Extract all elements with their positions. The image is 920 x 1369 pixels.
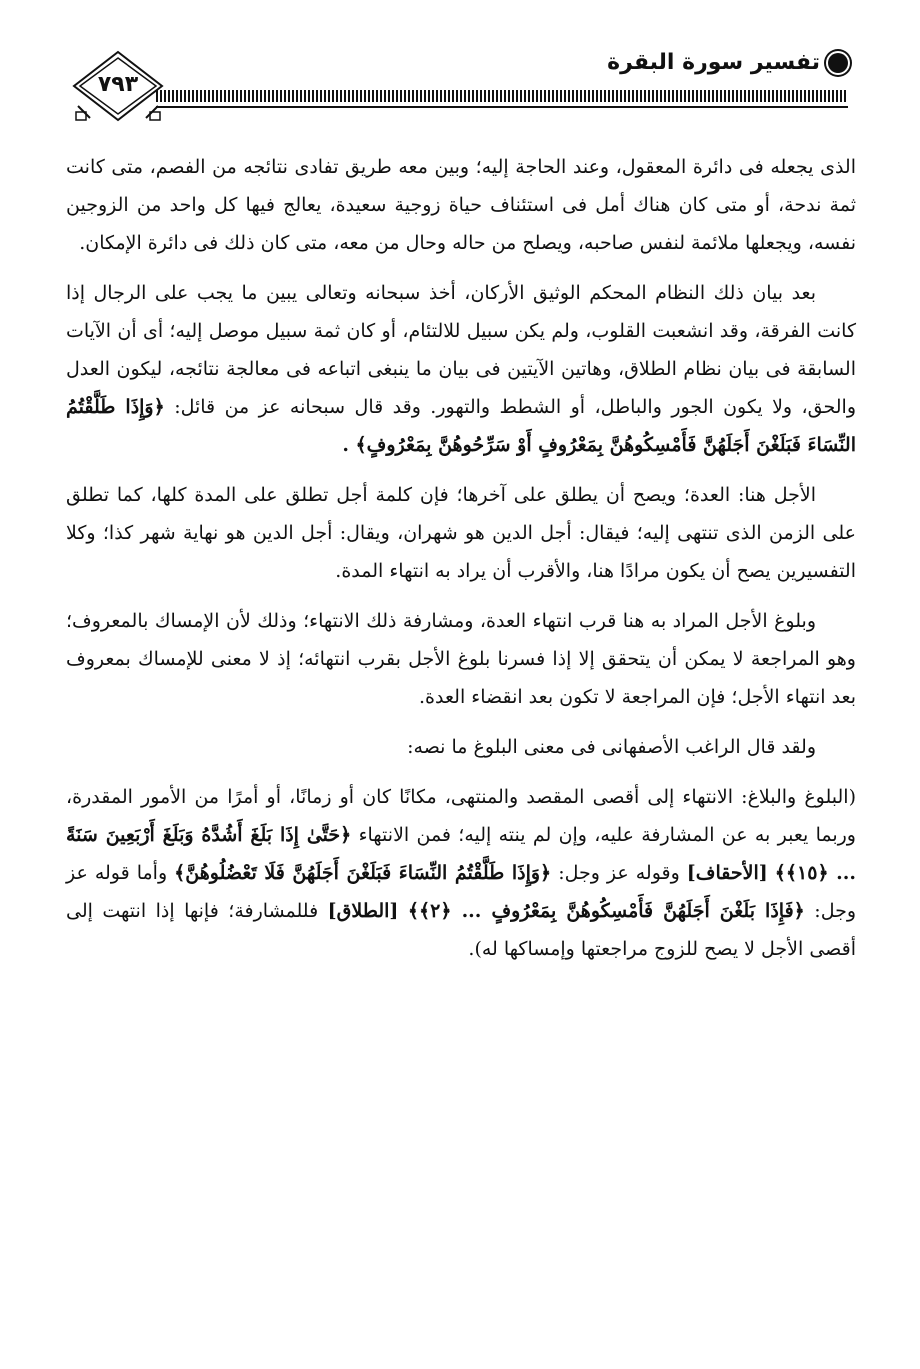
paragraph-1 xyxy=(66,148,856,262)
paragraph-text: وأما قوله عز وجل: xyxy=(66,862,857,922)
paragraph-text: وبلوغ الأجل المراد به هنا قرب انتهاء العدة، ومشارفة ذلك الانتهاء؛ وذلك لأن الإمساك بالمعروف؛ وهو المراجعة لا يمكن أن يتحقق إلا إذا فسرنا بلوغ الأجل بقرب انتهائه؛ إذ لا معنى للإمساك بمعروف بعد انتهاء الأجل؛ فإن المراجعة لا تكون بعد انقضاء العدة. xyxy=(66,610,856,708)
paragraph-text: ولقد قال الراغب الأصفهانى فى معنى البلوغ ما نصه: xyxy=(407,736,816,758)
page-body xyxy=(66,148,856,980)
paragraph-text: الأجل هنا: العدة؛ ويصح أن يطلق على آخرها؛ فإن كلمة أجل تطلق على المدة كلها، كما تطلق على الزمن الذى تنتهى إليه؛ فيقال: أجل الدين هو شهران، ويقال: أجل الدين هو نهاية شهر كذا؛ وكلا التفسيرين يصح أن يكون مرادًا هنا، والأقرب أن يراد به انتهاء المدة. xyxy=(66,484,856,582)
page-header xyxy=(70,48,848,118)
header-rule-decorative xyxy=(156,90,848,102)
paragraph-5 xyxy=(66,728,856,766)
paragraph-3 xyxy=(66,476,856,590)
surah-reference: [الأحقاف] xyxy=(686,862,768,884)
paragraph-4 xyxy=(66,602,856,716)
quran-verse: ﴿وَإِذَا طَلَّقْتُمُ النِّسَاءَ فَبَلَغْنَ أَجَلَهُنَّ فَلَا تَعْضُلُوهُنَّ﴾ xyxy=(174,862,552,884)
running-title xyxy=(607,50,848,75)
surah-reference: [الطلاق] xyxy=(327,900,399,922)
paragraph-text: (البلوغ والبلاغ: الانتهاء إلى أقصى المقصد والمنتهى، مكانًا كان أو زمانًا، أو أمرًا من الأمور المقدرة، وربما يعبر به عن المشارفة عليه، وإن لم ينته إليه؛ فمن الانتهاء xyxy=(66,786,856,846)
paragraph-text: الذى يجعله فى دائرة المعقول، وعند الحاجة إليه؛ وبين معه طريق تفادى نتائجه من الفصم، متى كانت ثمة ندحة، أو متى كان هناك أمل فى استئناف حياة زوجية سعيدة، يعالج فيها كل واحد من الزوجين نفسه، ويجعلها ملائمة لنفس صاحبه، ويصلح من حاله وحال من معه، متى كان ذلك فى دائرة الإمكان. xyxy=(66,156,856,254)
quran-verse: ﴿وَإِذَا طَلَّقْتُمُ النِّسَاءَ فَبَلَغْنَ أَجَلَهُنَّ فَأَمْسِكُوهُنَّ بِمَعْرُوفٍ أَوْ سَرِّحُوهُنَّ بِمَعْرُوفٍ﴾ . xyxy=(66,396,856,456)
surah-title: تفسير سورة البقرة xyxy=(607,50,820,75)
quran-verse: ﴿حَتَّىٰ إِذَا بَلَغَ أَشُدَّهُ وَبَلَغَ أَرْبَعِينَ سَنَةً ... ﴿١٥﴾﴾ xyxy=(66,824,856,884)
paragraph-2 xyxy=(66,274,856,464)
page-number: ٧٩٣ xyxy=(97,72,139,97)
page-number-badge xyxy=(70,48,166,128)
paragraph-text: وقوله عز وجل: xyxy=(558,862,680,884)
quran-verse: ﴿فَإِذَا بَلَغْنَ أَجَلَهُنَّ فَأَمْسِكُوهُنَّ بِمَعْرُوفٍ ... ﴿٢﴾﴾ xyxy=(407,900,805,922)
paragraph-text: بعد بيان ذلك النظام المحكم الوثيق الأركان، أخذ سبحانه وتعالى يبين ما يجب على الرجال إذا كانت الفرقة، وقد انشعبت القلوب، ولم يكن سبيل للالتئام، أو كان ثمة سبيل موصل إليه؛ أى أن الآيات السابقة فى بيان نظام الطلاق، وهاتين الآيتين فى بيان ما ينبغى اتباعه فى معالجة نتائجه، ليكون العدل والحق، ولا يكون الجور والباطل، أو الشطط والتهور. وقد قال سبحانه عز من قائل: xyxy=(66,282,856,418)
paragraph-6-quote xyxy=(66,778,856,968)
paragraph-text: فللمشارفة؛ فإنها إذا انتهت إلى أقصى الأجل لا يصح للزوج مراجعتها وإمساكها له). xyxy=(66,900,856,960)
header-rule xyxy=(156,106,848,108)
title-ornament-icon xyxy=(828,53,848,73)
